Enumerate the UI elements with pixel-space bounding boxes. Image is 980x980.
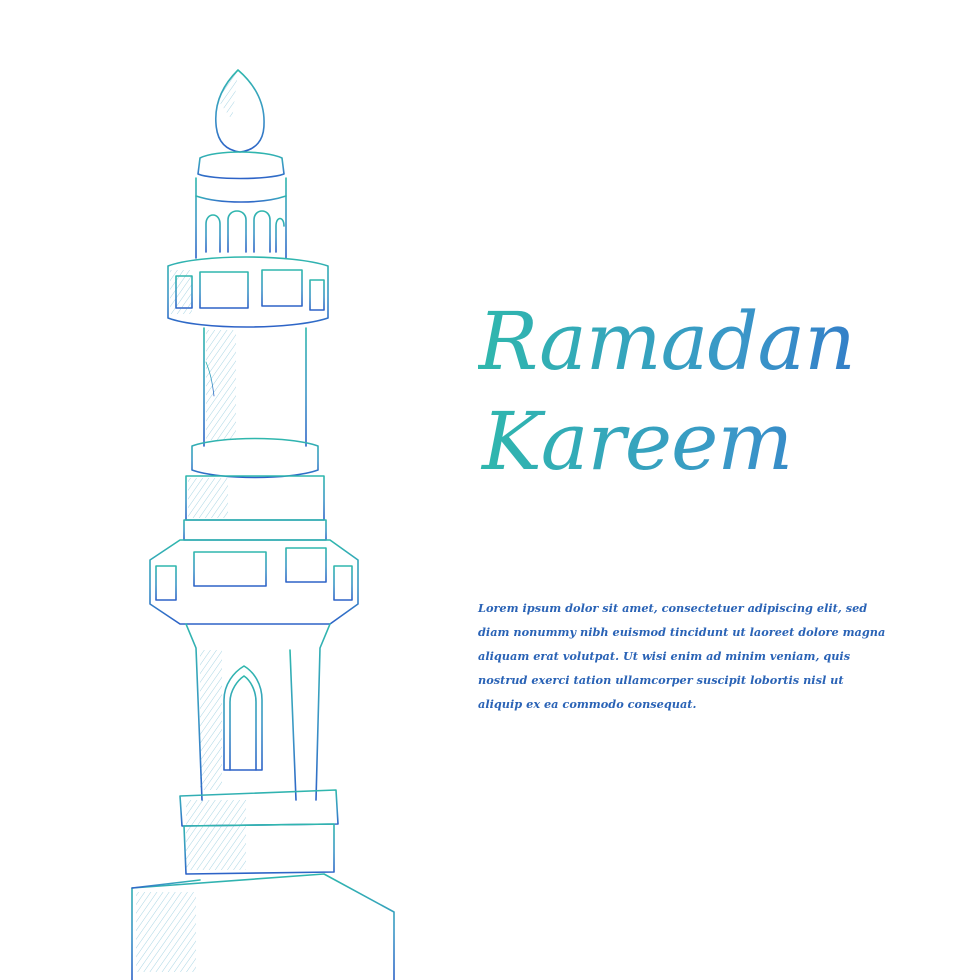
greeting-line-2: Kareem	[482, 395, 793, 488]
greeting-title	[478, 292, 948, 492]
greeting-line-1: Ramadan	[478, 295, 855, 388]
body-paragraph: Lorem ipsum dolor sit amet, consectetuer adipiscing elit, sed diam nonummy nibh euismod tincidunt ut laoreet dolore magna aliquam erat volutpat. Ut wisi enim ad minim veniam, quis nostrud exerci tation ullamcorper suscipit lobortis nisl ut aliquip ex ea commodo consequat.	[478, 601, 886, 712]
